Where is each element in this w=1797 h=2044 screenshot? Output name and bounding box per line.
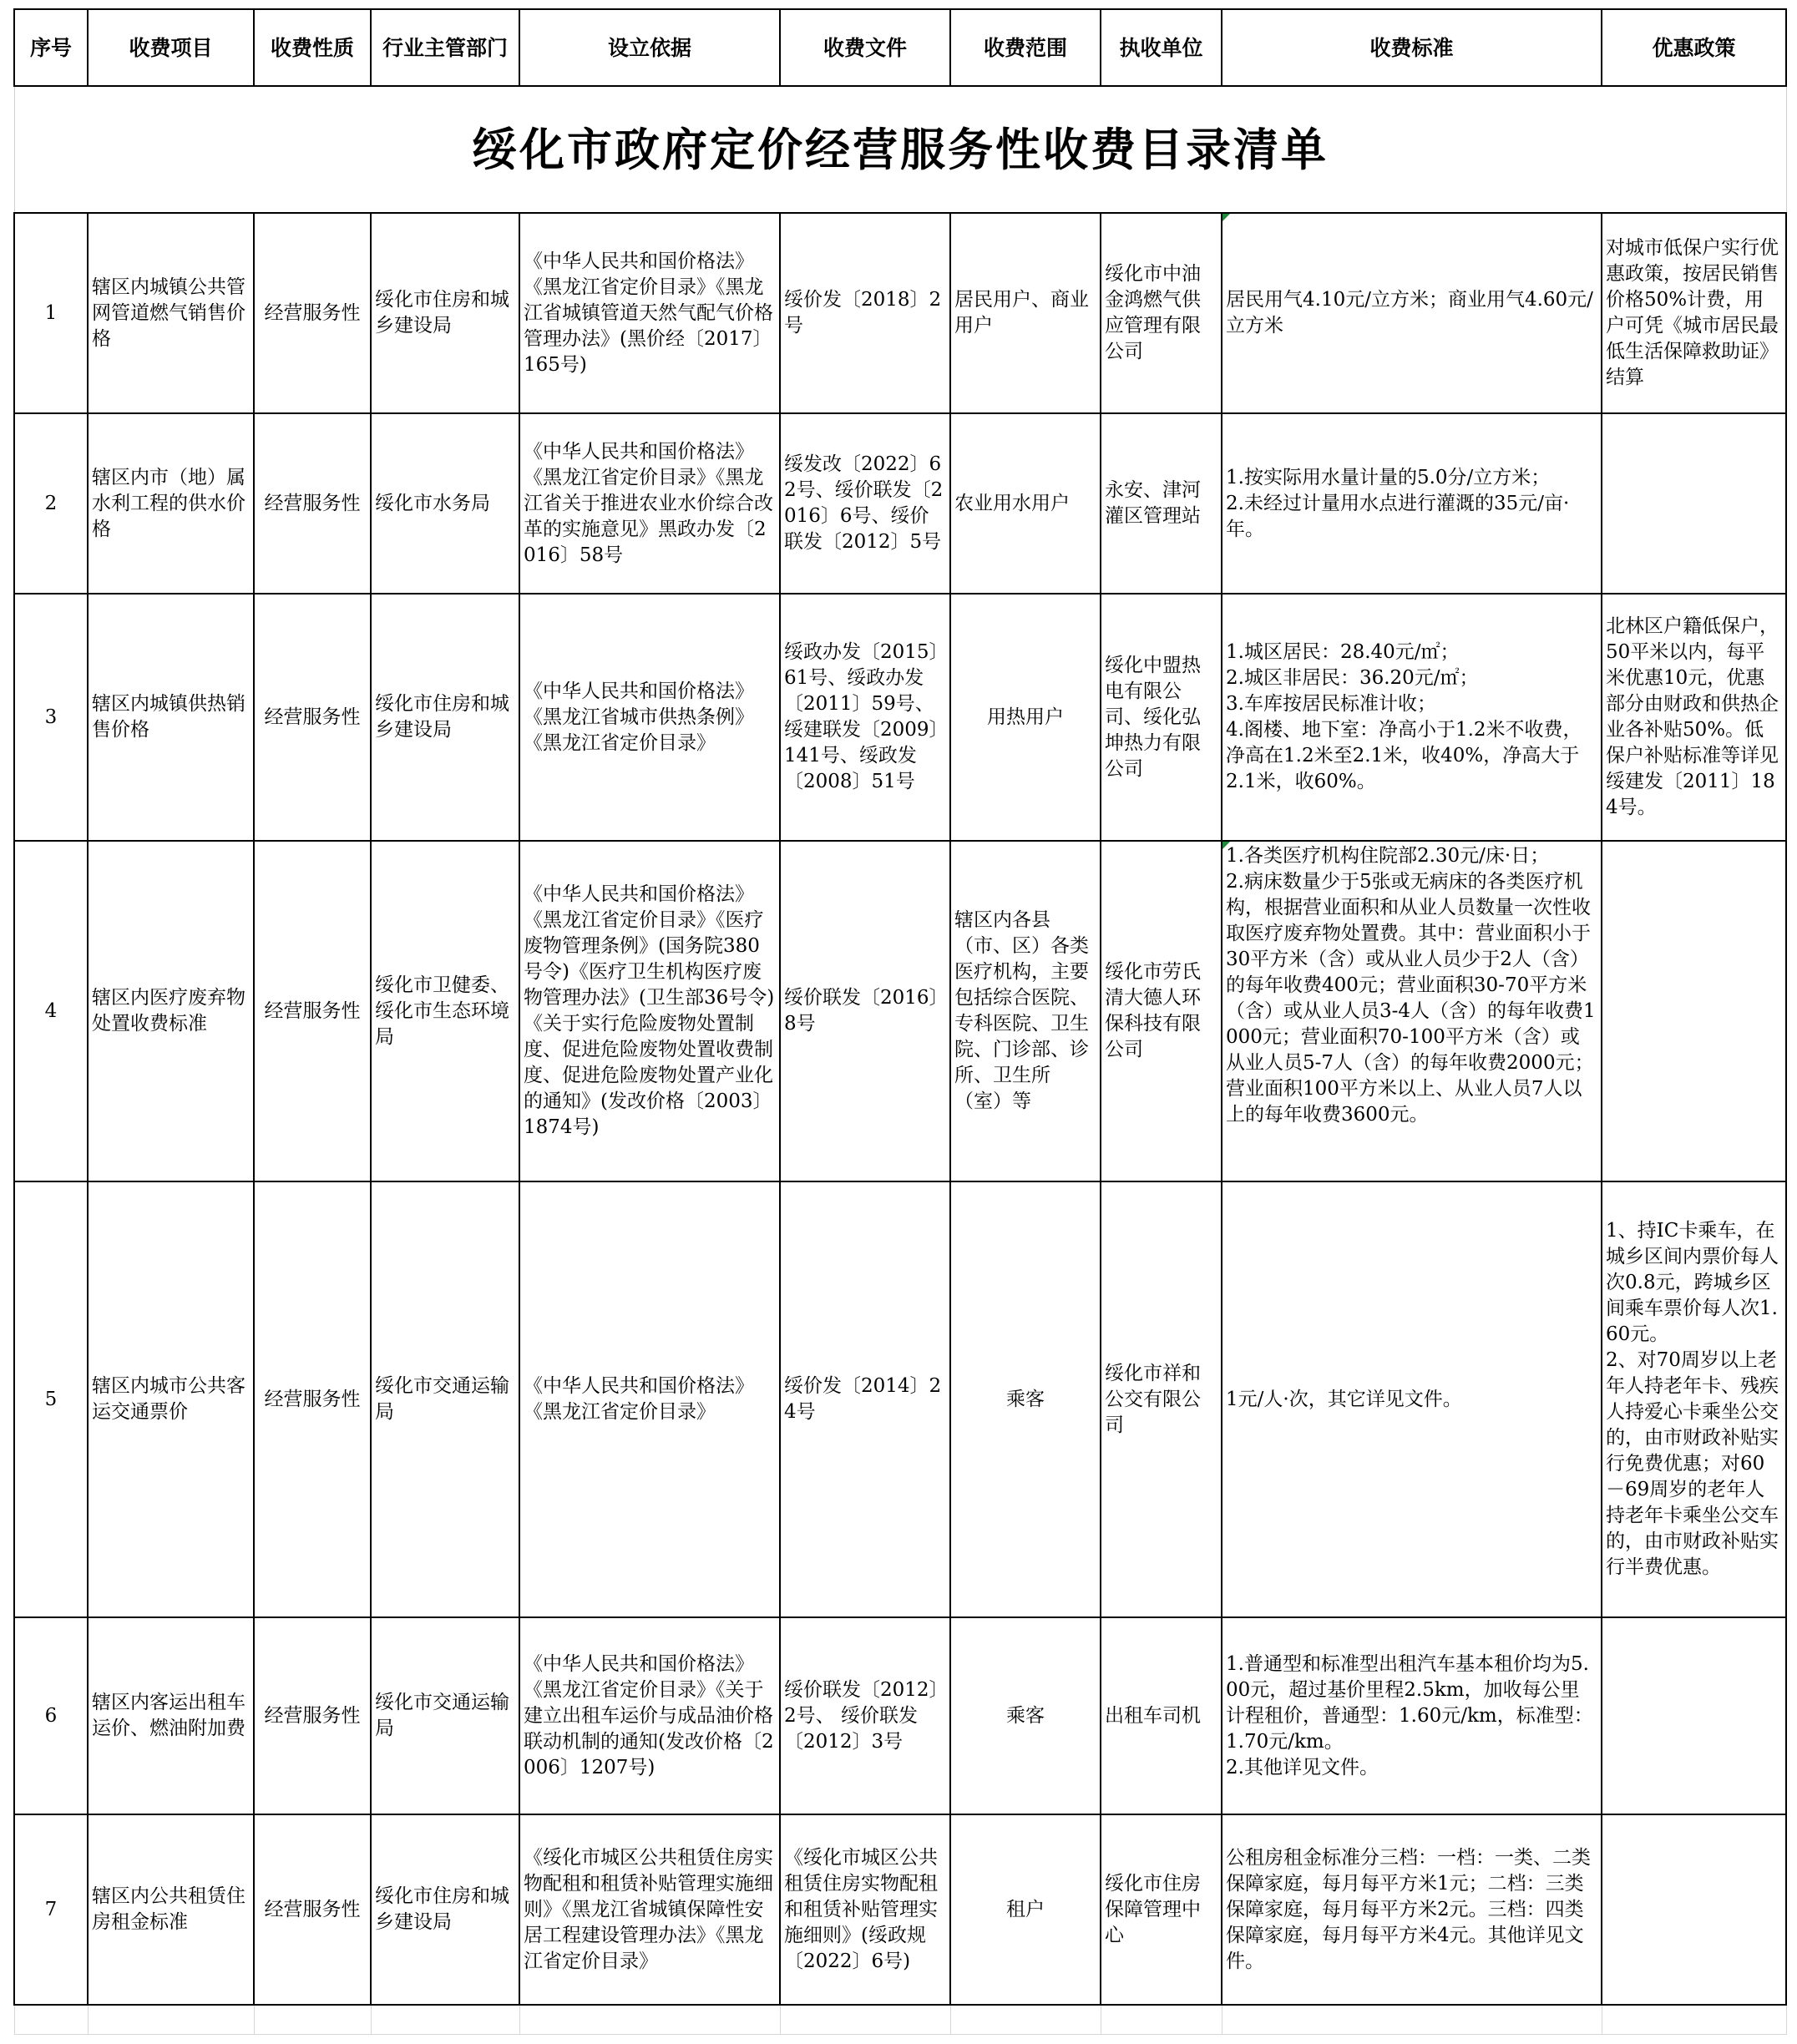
row-standard: 1.各类医疗机构住院部2.30元/床·日； 2.病床数量少于5张或无病床的各类医疗机构，根据营业面积和从业人员数量一次性收取医疗废弃物处置费。其中：营业面积小于30平方米（含）或从业人员少于2人（含）的每年收费400元；营业面积30-70平方米（含）或从业人员3-4人（含）的每年收费1000元；营业面积70-100平方米（含）或从业人员5-7人（含）的每年收费2000元；营业面积100平方米以上、从业人员7人以上的每年收费3600元。 — [1222, 841, 1602, 1181]
header-dept: 行业主管部门 — [371, 9, 519, 86]
row-unit: 出租车司机 — [1101, 1617, 1222, 1814]
header-policy: 优惠政策 — [1602, 9, 1786, 86]
row-unit: 绥化中盟热电有限公司、绥化弘坤热力有限公司 — [1101, 594, 1222, 841]
empty-cell — [1222, 2005, 1602, 2035]
row-dept: 绥化市住房和城乡建设局 — [371, 213, 519, 413]
empty-cell — [14, 2005, 88, 2035]
header-nature: 收费性质 — [254, 9, 371, 86]
empty-cell — [371, 2005, 519, 2035]
row-dept: 绥化市住房和城乡建设局 — [371, 594, 519, 841]
row-basis: 《绥化市城区公共租赁住房实物配租和租赁补贴管理实施细则》《黑龙江省城镇保障性安居工程建设管理办法》《黑龙江省定价目录》 — [519, 1814, 780, 2005]
row-item: 辖区内公共租赁住房租金标准 — [88, 1814, 254, 2005]
row-unit: 绥化市中油金鸿燃气供应管理有限公司 — [1101, 213, 1222, 413]
header-doc: 收费文件 — [780, 9, 950, 86]
row-basis: 《中华人民共和国价格法》《黑龙江省城市供热条例》《黑龙江省定价目录》 — [519, 594, 780, 841]
header-item: 收费项目 — [88, 9, 254, 86]
row-dept: 绥化市住房和城乡建设局 — [371, 1814, 519, 2005]
header-unit: 执收单位 — [1101, 9, 1222, 86]
title-row — [14, 86, 1786, 213]
table-row — [14, 1617, 1786, 1814]
row-nature: 经营服务性 — [254, 841, 371, 1181]
row-standard: 1元/人·次，其它详见文件。 — [1222, 1181, 1602, 1617]
empty-cell — [950, 2005, 1101, 2035]
empty-cell — [780, 2005, 950, 2035]
page-title: 绥化市政府定价经营服务性收费目录清单 — [14, 86, 1786, 213]
row-no: 4 — [14, 841, 88, 1181]
header-row — [14, 9, 1786, 86]
row-nature: 经营服务性 — [254, 594, 371, 841]
table-row — [14, 1181, 1786, 1617]
header-no: 序号 — [14, 9, 88, 86]
row-dept: 绥化市卫健委、绥化市生态环境局 — [371, 841, 519, 1181]
row-basis: 《中华人民共和国价格法》《黑龙江省定价目录》《黑龙江省城镇管道天然气配气价格管理办法》(黑价经〔2017〕165号) — [519, 213, 780, 413]
row-unit: 永安、津河灌区管理站 — [1101, 413, 1222, 594]
row-policy: 北林区户籍低保户，50平米以内，每平米优惠10元，优惠部分由财政和供热企业各补贴50%。低保户补贴标准等详见绥建发〔2011〕184号。 — [1602, 594, 1786, 841]
row-standard: 1.城区居民：28.40元/㎡； 2.城区非居民：36.20元/㎡； 3.车库按居民标准计收； 4.阁楼、地下室：净高小于1.2米不收费，净高在1.2米至2.1米，收40%，净高大于2.1米，收60%。 — [1222, 594, 1602, 841]
row-standard: 公租房租金标准分三档：一档：一类、二类保障家庭，每月每平方米1元；二档：三类保障家庭，每月每平方米2元。三档：四类保障家庭，每月每平方米4元。其他详见文件。 — [1222, 1814, 1602, 2005]
row-policy: 对城市低保户实行优惠政策，按居民销售价格50%计费，用户可凭《城市居民最低生活保障救助证》结算 — [1602, 213, 1786, 413]
row-policy: 1、持IC卡乘车，在城乡区间内票价每人次0.8元，跨城乡区间乘车票价每人次1.60元。 2、对70周岁以上老年人持老年卡、残疾人持爱心卡乘坐公交的，由市财政补贴实行免费优惠；对60－69周岁的老年人持老年卡乘坐公交车的，由市财政补贴实行半费优惠。 — [1602, 1181, 1786, 1617]
fee-catalog-sheet — [13, 8, 1785, 2036]
table-row — [14, 841, 1786, 1181]
row-standard: 居民用气4.10元/立方米；商业用气4.60元/立方米 — [1222, 213, 1602, 413]
row-nature: 经营服务性 — [254, 413, 371, 594]
row-doc: 绥发改〔2022〕62号、绥价联发〔2016〕6号、绥价联发〔2012〕5号 — [780, 413, 950, 594]
row-nature: 经营服务性 — [254, 1814, 371, 2005]
row-no: 7 — [14, 1814, 88, 2005]
row-policy — [1602, 1814, 1786, 2005]
row-policy — [1602, 413, 1786, 594]
row-nature: 经营服务性 — [254, 1617, 371, 1814]
empty-cell — [254, 2005, 371, 2035]
row-doc: 绥价发〔2018〕2号 — [780, 213, 950, 413]
row-basis: 《中华人民共和国价格法》《黑龙江省定价目录》《医疗废物管理条例》(国务院380号令)《医疗卫生机构医疗废物管理办法》(卫生部36号令)《关于实行危险废物处置制度、促进危险废物处置收费制度、促进危险废物处置产业化的通知》(发改价格〔2003〕1874号) — [519, 841, 780, 1181]
row-item: 辖区内市（地）属水利工程的供水价格 — [88, 413, 254, 594]
row-dept: 绥化市交通运输局 — [371, 1181, 519, 1617]
row-item: 辖区内城市公共客运交通票价 — [88, 1181, 254, 1617]
row-scope: 乘客 — [950, 1617, 1101, 1814]
row-no: 3 — [14, 594, 88, 841]
header-scope: 收费范围 — [950, 9, 1101, 86]
empty-cell — [1101, 2005, 1222, 2035]
row-basis: 《中华人民共和国价格法》《黑龙江省定价目录》《黑龙江省关于推进农业水价综合改革的实施意见》黑政办发〔2016〕58号 — [519, 413, 780, 594]
row-item: 辖区内医疗废弃物处置收费标准 — [88, 841, 254, 1181]
row-standard: 1.普通型和标准型出租汽车基本租价均为5.00元，超过基价里程2.5km，加收每公里计程租价，普通型：1.60元/km，标准型：1.70元/km。 2.其他详见文件。 — [1222, 1617, 1602, 1814]
row-scope: 租户 — [950, 1814, 1101, 2005]
row-scope: 辖区内各县（市、区）各类 医疗机构，主要包括综合医院、专科医院、卫生院、门诊部、诊所、卫生所（室）等 — [950, 841, 1101, 1181]
empty-cell — [519, 2005, 780, 2035]
empty-cell — [88, 2005, 254, 2035]
row-policy — [1602, 841, 1786, 1181]
row-doc: 绥价发〔2014〕24号 — [780, 1181, 950, 1617]
row-doc: 绥价联发〔2012〕2号、 绥价联发〔2012〕3号 — [780, 1617, 950, 1814]
row-policy — [1602, 1617, 1786, 1814]
row-unit: 绥化市祥和公交有限公司 — [1101, 1181, 1222, 1617]
row-scope: 用热用户 — [950, 594, 1101, 841]
table-row — [14, 213, 1786, 413]
fee-catalog-table — [13, 8, 1787, 2035]
row-no: 6 — [14, 1617, 88, 1814]
row-doc: 绥价联发〔2016〕8号 — [780, 841, 950, 1181]
header-standard: 收费标准 — [1222, 9, 1602, 86]
row-basis: 《中华人民共和国价格法》《黑龙江省定价目录》 — [519, 1181, 780, 1617]
row-unit: 绥化市劳氏清大德人环保科技有限公司 — [1101, 841, 1222, 1181]
row-dept: 绥化市交通运输局 — [371, 1617, 519, 1814]
row-doc: 绥政办发〔2015〕61号、绥政办发〔2011〕59号、绥建联发〔2009〕141号、绥政发〔2008〕51号 — [780, 594, 950, 841]
row-nature: 经营服务性 — [254, 213, 371, 413]
row-scope: 农业用水用户 — [950, 413, 1101, 594]
row-standard: 1.按实际用水量计量的5.0分/立方米； 2.未经过计量用水点进行灌溉的35元/亩·年。 — [1222, 413, 1602, 594]
row-nature: 经营服务性 — [254, 1181, 371, 1617]
row-no: 5 — [14, 1181, 88, 1617]
row-item: 辖区内城镇供热销售价格 — [88, 594, 254, 841]
row-dept: 绥化市水务局 — [371, 413, 519, 594]
empty-cell — [1602, 2005, 1786, 2035]
header-basis: 设立依据 — [519, 9, 780, 86]
row-item: 辖区内城镇公共管网管道燃气销售价格 — [88, 213, 254, 413]
row-scope: 居民用户、商业用户 — [950, 213, 1101, 413]
row-basis: 《中华人民共和国价格法》《黑龙江省定价目录》《关于建立出租车运价与成品油价格联动机制的通知(发改价格〔2006〕1207号) — [519, 1617, 780, 1814]
row-no: 2 — [14, 413, 88, 594]
table-row — [14, 413, 1786, 594]
row-scope: 乘客 — [950, 1181, 1101, 1617]
empty-row — [14, 2005, 1786, 2035]
table-row — [14, 1814, 1786, 2005]
row-item: 辖区内客运出租车运价、燃油附加费 — [88, 1617, 254, 1814]
row-unit: 绥化市住房保障管理中心 — [1101, 1814, 1222, 2005]
row-no: 1 — [14, 213, 88, 413]
table-row — [14, 594, 1786, 841]
row-doc: 《绥化市城区公共租赁住房实物配租和租赁补贴管理实施细则》(绥政规〔2022〕6号) — [780, 1814, 950, 2005]
